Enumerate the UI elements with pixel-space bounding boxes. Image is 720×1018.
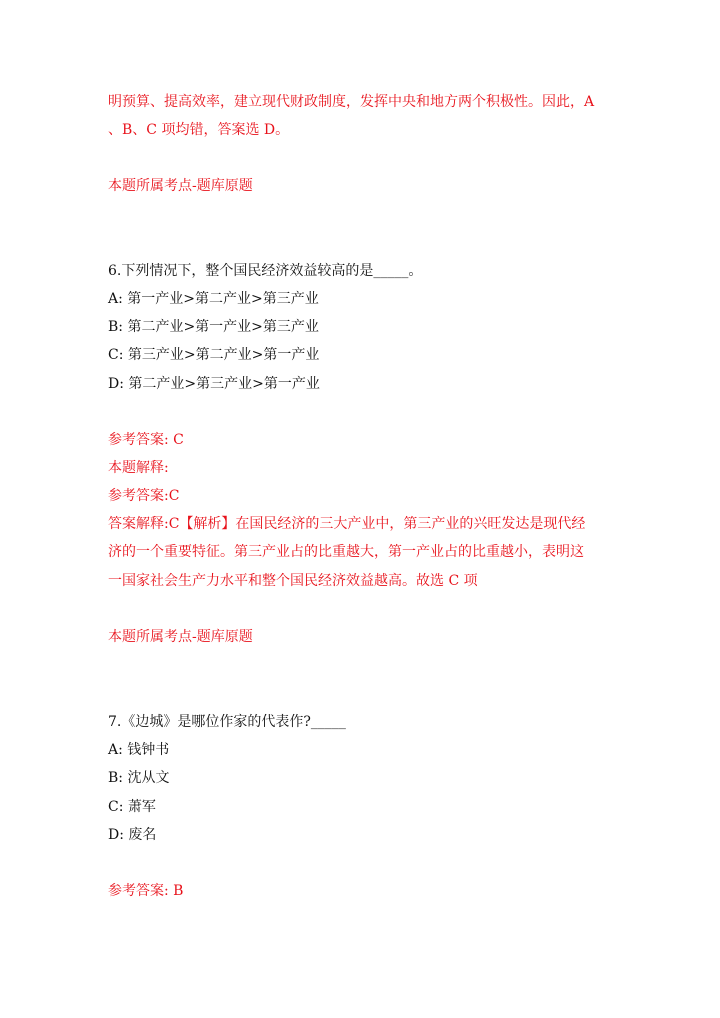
q6-source-note: 本题所属考点-题库原题 xyxy=(108,629,253,645)
q7-option-c: C: 萧军 xyxy=(108,799,156,815)
q7-question: 7.《边城》是哪位作家的代表作?_____ xyxy=(108,714,346,730)
q6-explanation-line-3: 一国家社会生产力水平和整个国民经济效益越高。故选 C 项 xyxy=(108,573,478,589)
q6-option-a: A: 第一产业>第二产业>第三产业 xyxy=(108,291,319,307)
prev-explanation-line-2: 、B、C 项均错，答案选 D。 xyxy=(108,122,290,138)
q6-answer: 参考答案: C xyxy=(108,432,184,448)
q7-option-b: B: 沈从文 xyxy=(108,770,170,786)
q6-option-b: B: 第二产业>第一产业>第三产业 xyxy=(108,319,319,335)
q7-option-d: D: 废名 xyxy=(108,827,157,843)
prev-source-note: 本题所属考点-题库原题 xyxy=(108,178,253,194)
q7-answer: 参考答案: B xyxy=(108,883,184,899)
q6-option-d: D: 第二产业>第三产业>第一产业 xyxy=(108,376,320,392)
q7-option-a: A: 钱钟书 xyxy=(108,742,170,758)
q6-explanation-line-2: 济的一个重要特征。第三产业占的比重越大，第一产业占的比重越小，表明这 xyxy=(108,544,584,560)
q6-option-c: C: 第三产业>第二产业>第一产业 xyxy=(108,347,320,363)
prev-explanation-line-1: 明预算、提高效率，建立现代财政制度，发挥中央和地方两个积极性。因此，A xyxy=(108,94,595,110)
q6-explanation-line-1: 答案解释:C【解析】在国民经济的三大产业中，第三产业的兴旺发达是现代经 xyxy=(108,516,586,532)
q6-answer-repeat: 参考答案:C xyxy=(108,488,180,504)
q6-question: 6.下列情况下，整个国民经济效益较高的是_____。 xyxy=(108,263,423,279)
q6-analysis-label: 本题解释: xyxy=(108,460,169,476)
